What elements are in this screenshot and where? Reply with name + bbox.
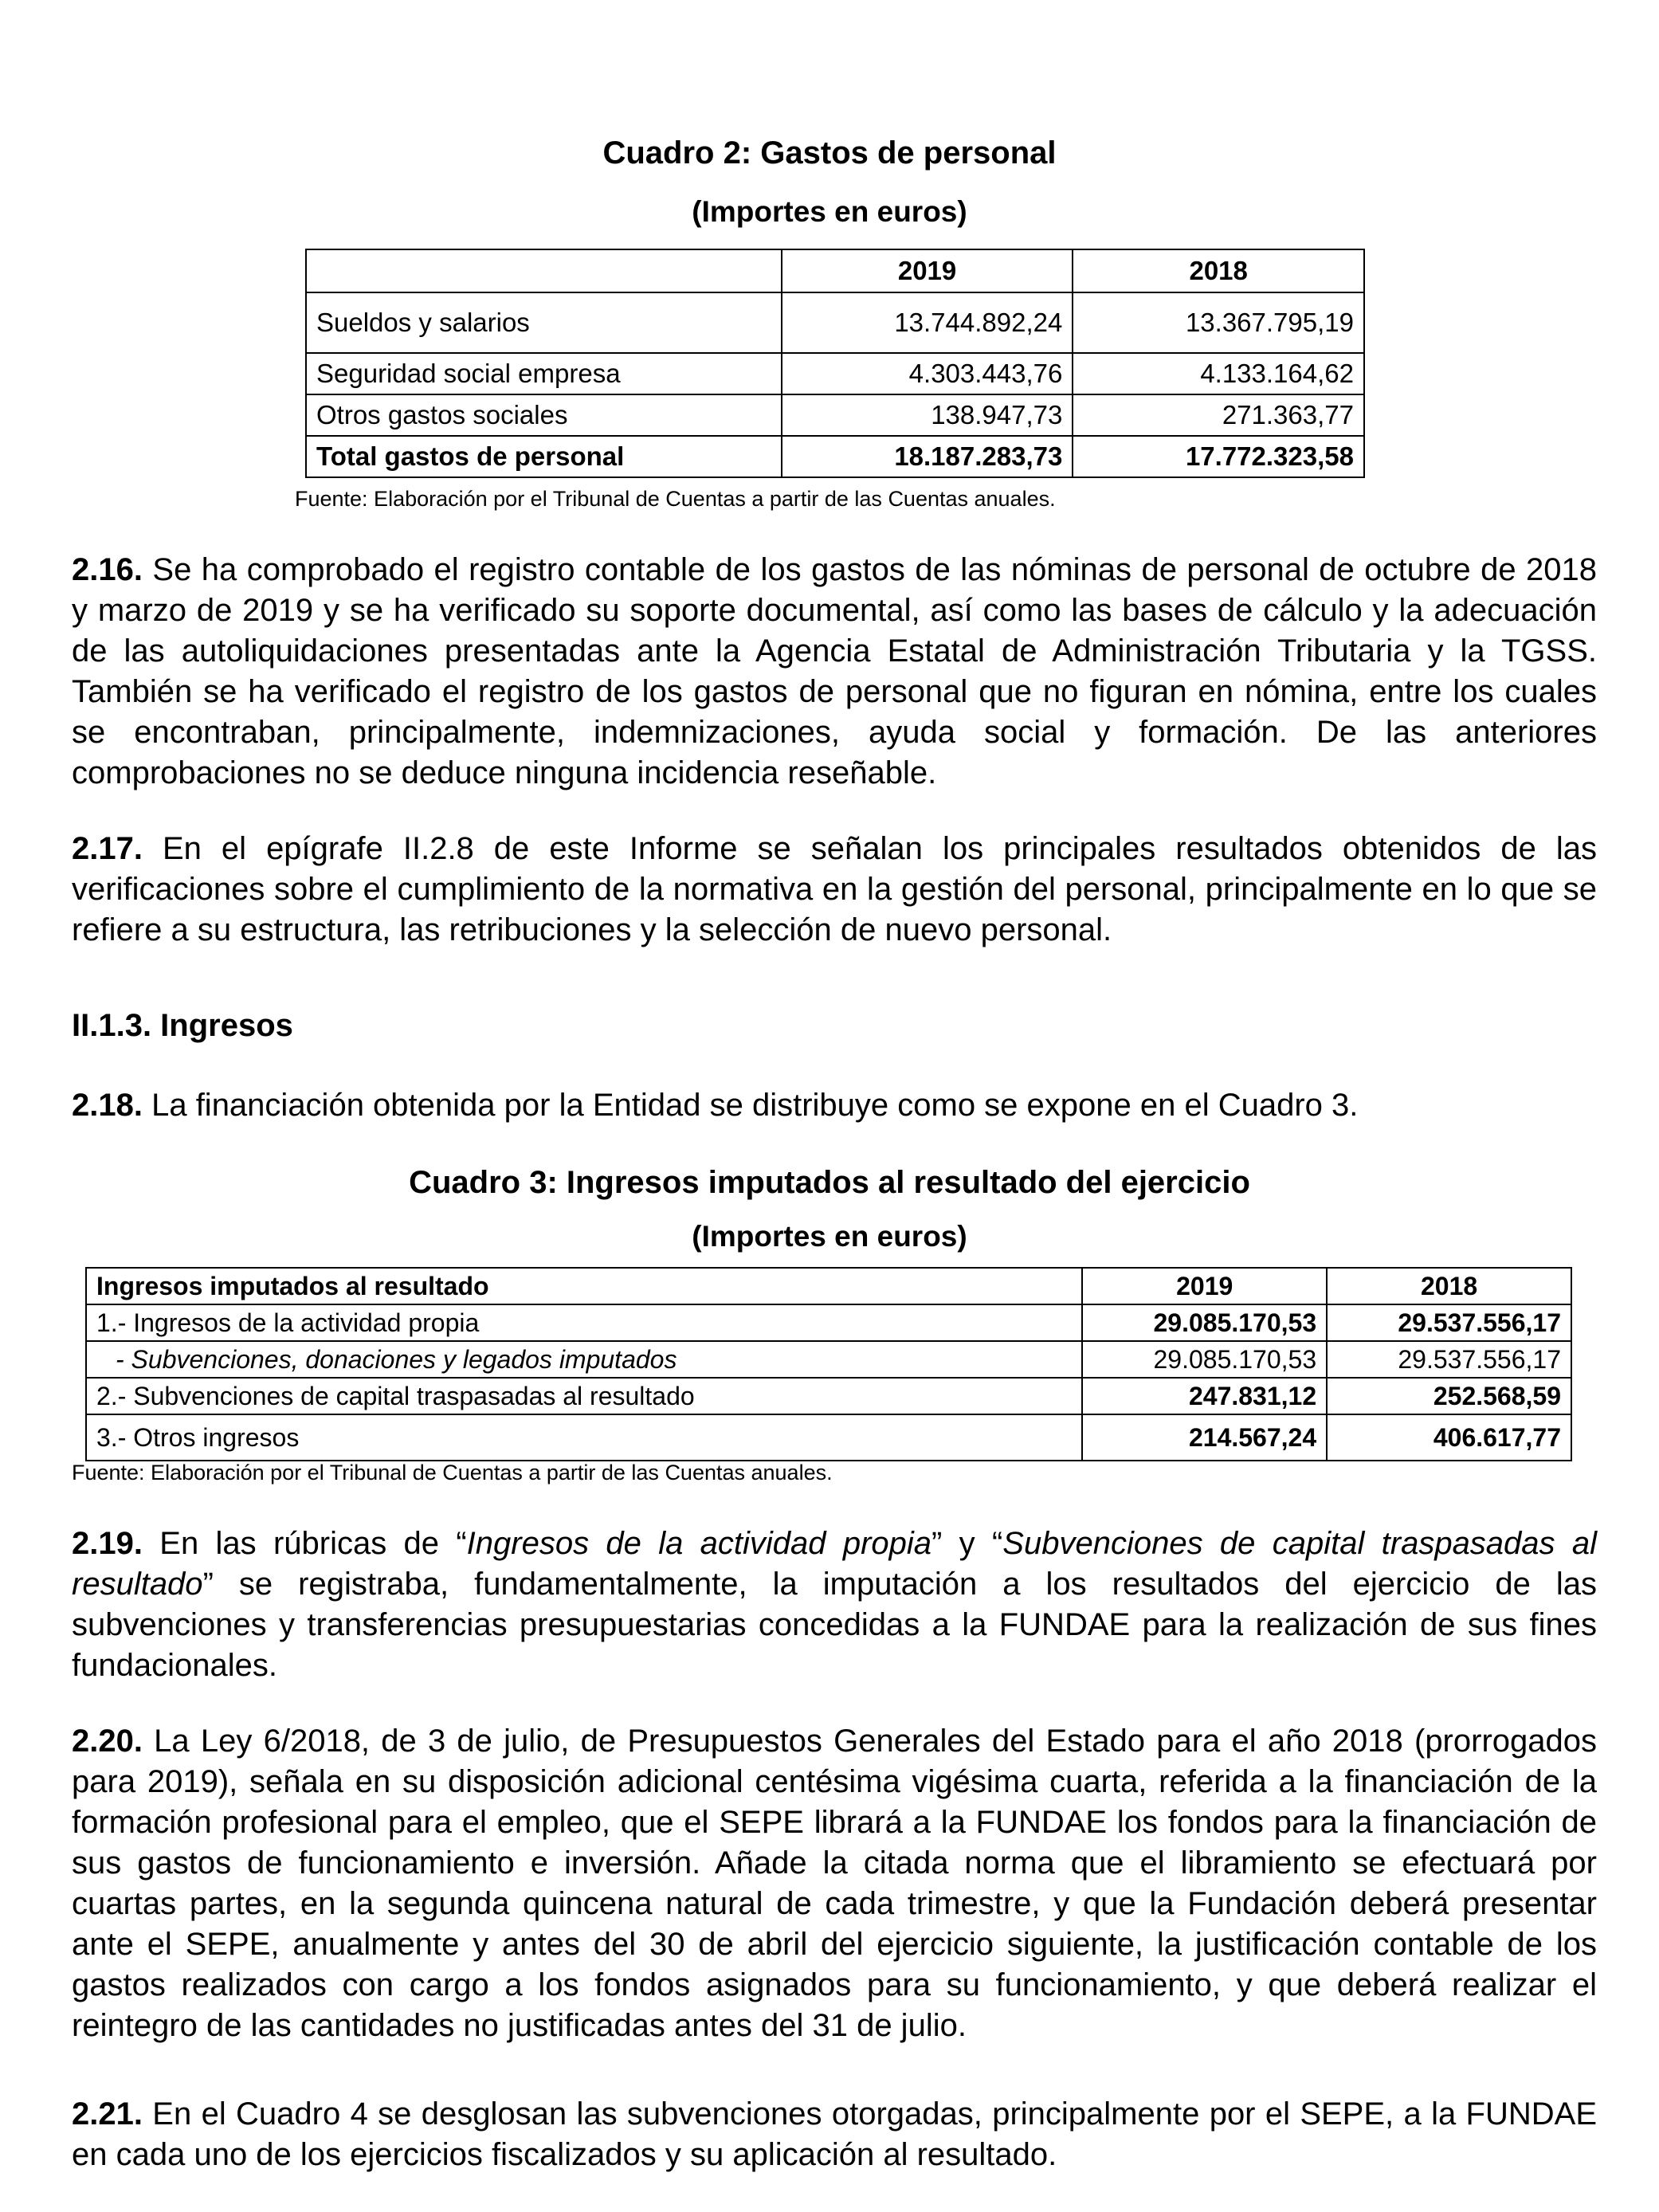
row-value-2019: 29.085.170,53 [1082,1304,1327,1341]
table-row [306,353,1364,394]
paragraph-2-19 [72,1524,1597,1686]
paragraph-text: La Ley 6/2018, de 3 de julio, de Presupuestos Generales del Estado para el año 2018 (prorrogados para 2019), señala en su disposición adicional centésima vigésima cuarta, referida a la financiación de la formación profesional para el empleo, que el SEPE librará a la FUNDAE los fondos para la financiación de sus gastos de funcionamiento e inversión. Añade la citada norma que el libramiento se efectuará por cuartas partes, en la segunda quincena natural de cada trimestre, y que la Fundación deberá presentar ante el SEPE, anualmente y antes del 30 de abril del ejercicio siguiente, la justificación contable de los gastos realizados con cargo a los fondos asignados para su funcionamiento, y que deberá realizar el reintegro de las cantidades no justificadas antes del 31 de julio. [72,1724,1597,2043]
paragraph-text: En el Cuadro 4 se desglosan las subvenciones otorgadas, principalmente por el SEPE, a la FUNDAE en cada uno de los ejercicios fiscalizados y su aplicación al resultado. [72,2096,1597,2172]
quoted-term: Subvenciones de capital traspasadas al resultado [72,1526,1597,1602]
row-value-2019: 29.085.170,53 [1082,1341,1327,1378]
total-value-2019: 18.187.283,73 [782,436,1073,477]
cuadro2-subtitle: (Importes en euros) [692,195,967,228]
cuadro2-title: Cuadro 2: Gastos de personal [602,135,1057,171]
row-value-2018: 4.133.164,62 [1073,353,1364,394]
paragraph-number: 2.20. [72,1724,143,1759]
header-empty-cell [306,249,782,292]
row-label: Seguridad social empresa [306,353,782,394]
row-label: Otros gastos sociales [306,394,782,436]
row-value-2018: 29.537.556,17 [1327,1341,1571,1378]
paragraph-number: 2.17. [72,831,143,866]
paragraph-2-18 [72,1085,1597,1126]
paragraph-text: En las rúbricas de “ [142,1526,467,1561]
table-row [86,1378,1571,1414]
section-heading: II.1.3. Ingresos [72,1008,293,1043]
row-value-2019: 138.947,73 [782,394,1073,436]
paragraph-2-21 [72,2094,1597,2175]
paragraph-text: ” se registraba, fundamentalmente, la imputación a los resultados del ejercicio de las subvenciones y transferencias presupuestarias concedidas a la FUNDAE para la realización de sus fines fundacionales. [72,1567,1597,1683]
table-header-row [306,249,1364,292]
row-value-2018: 13.367.795,19 [1073,292,1364,353]
cuadro3-title: Cuadro 3: Ingresos imputados al resultado del ejercicio [409,1165,1250,1200]
table-row [86,1304,1571,1341]
table-row [306,292,1364,353]
table-total-row [306,436,1364,477]
total-value-2018: 17.772.323,58 [1073,436,1364,477]
paragraph-text: ” y “ [931,1526,1003,1561]
cuadro3-table [85,1267,1572,1461]
paragraph-2-17 [72,829,1597,951]
paragraph-number: 2.19. [72,1526,143,1561]
paragraph-2-16 [72,550,1597,794]
row-value-2019: 247.831,12 [1082,1378,1327,1414]
total-label: Total gastos de personal [306,436,782,477]
table-row [86,1414,1571,1461]
table-row [306,394,1364,436]
row-value-2018: 29.537.556,17 [1327,1304,1571,1341]
header-2018: 2018 [1073,249,1364,292]
header-2019: 2019 [782,249,1073,292]
paragraph-number: 2.18. [72,1088,143,1123]
quoted-term: Ingresos de la actividad propia [466,1526,932,1561]
row-label: 3.- Otros ingresos [86,1414,1082,1461]
row-label: 1.- Ingresos de la actividad propia [86,1304,1082,1341]
row-value-2018: 271.363,77 [1073,394,1364,436]
row-value-2019: 214.567,24 [1082,1414,1327,1461]
paragraph-number: 2.16. [72,552,143,587]
row-value-2018: 252.568,59 [1327,1378,1571,1414]
paragraph-text: En el epígrafe II.2.8 de este Informe se señalan los principales resultados obtenidos de las verificaciones sobre el cumplimiento de la normativa en la gestión del personal, principalmente en lo que se refiere a su estructura, las retribuciones y la selección de nuevo personal. [72,831,1597,947]
paragraph-text: Se ha comprobado el registro contable de los gastos de las nóminas de personal de octubre de 2018 y marzo de 2019 y se ha verificado su soporte documental, así como las bases de cálculo y la adecuación de las autoliquidaciones presentadas ante la Agencia Estatal de Administración Tributaria y la TGSS. También se ha verificado el registro de los gastos de personal que no figuran en nómina, entre los cuales se encontraban, principalmente, indemnizaciones, ayuda social y formación. De las anteriores comprobaciones no se deduce ninguna incidencia reseñable. [72,552,1597,790]
cuadro2-source: Fuente: Elaboración por el Tribunal de Cuentas a partir de las Cuentas anuales. [295,487,1056,511]
header-2018: 2018 [1327,1268,1571,1304]
row-value-2018: 406.617,77 [1327,1414,1571,1461]
paragraph-number: 2.21. [72,2096,143,2132]
table-header-row [86,1268,1571,1304]
header-2019: 2019 [1082,1268,1327,1304]
cuadro2-table [305,249,1365,478]
paragraph-text: La financiación obtenida por la Entidad se distribuye como se expone en el Cuadro 3. [142,1088,1359,1123]
row-label: Sueldos y salarios [306,292,782,353]
cuadro3-subtitle: (Importes en euros) [692,1220,967,1253]
table-row [86,1341,1571,1378]
row-value-2019: 4.303.443,76 [782,353,1073,394]
paragraph-2-20 [72,1721,1597,2046]
row-label: 2.- Subvenciones de capital traspasadas al resultado [86,1378,1082,1414]
row-value-2019: 13.744.892,24 [782,292,1073,353]
header-label: Ingresos imputados al resultado [86,1268,1082,1304]
row-label: - Subvenciones, donaciones y legados imputados [86,1341,1082,1378]
cuadro3-source: Fuente: Elaboración por el Tribunal de Cuentas a partir de las Cuentas anuales. [72,1461,833,1484]
